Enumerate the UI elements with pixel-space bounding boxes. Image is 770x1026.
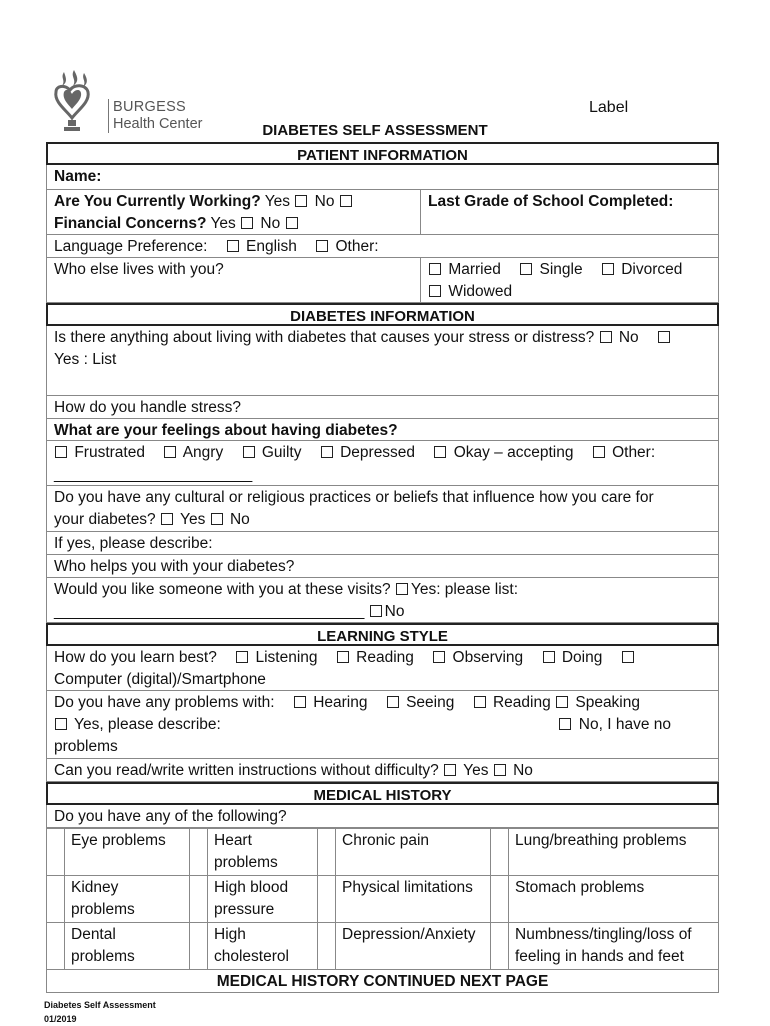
single-checkbox[interactable]	[520, 263, 532, 275]
cultural-yes-checkbox[interactable]	[161, 513, 173, 525]
financial-no-checkbox[interactable]	[286, 217, 298, 229]
read-write-row: Can you read/write written instructions without difficulty? Yes No	[46, 759, 719, 782]
learn-best-row: How do you learn best? Listening Reading Observing Doing Computer (digital)/Smartphone	[46, 646, 719, 691]
medical-checkbox-cell[interactable]	[318, 829, 336, 876]
divorced-checkbox[interactable]	[602, 263, 614, 275]
medical-table-row	[47, 829, 719, 876]
who-helps-field[interactable]: Who helps you with your diabetes?	[46, 555, 719, 578]
computer-checkbox[interactable]	[622, 651, 634, 663]
label-area: Label	[589, 99, 629, 116]
continued-note: MEDICAL HISTORY CONTINUED NEXT PAGE	[46, 970, 719, 993]
companion-no-checkbox[interactable]	[370, 605, 382, 617]
last-grade-field[interactable]: Last Grade of School Completed:	[428, 193, 674, 210]
working-row: Are You Currently Working? Yes No Financial Concerns? Yes No Last Grade of School Completed:	[46, 190, 719, 235]
medical-history-table	[46, 828, 719, 970]
visit-companion-row: Would you like someone with you at these visits? Yes: please list: ____________________________________ No	[46, 578, 719, 623]
medical-condition-label: Heart problems	[208, 829, 318, 876]
name-field[interactable]: Name:	[46, 165, 719, 190]
angry-checkbox[interactable]	[164, 446, 176, 458]
medical-table-row	[47, 876, 719, 923]
read-write-no-checkbox[interactable]	[494, 764, 506, 776]
medical-checkbox-cell[interactable]	[47, 876, 65, 923]
handle-stress-field[interactable]: How do you handle stress?	[46, 396, 719, 419]
medical-checkbox-cell[interactable]	[491, 829, 509, 876]
cultural-row: Do you have any cultural or religious practices or beliefs that influence how you care for your diabetes? Yes No	[46, 486, 719, 532]
medical-condition-label: Dental problems	[65, 923, 190, 970]
section-patient-information: PATIENT INFORMATION	[46, 142, 719, 165]
medical-condition-label: Physical limitations	[336, 876, 491, 923]
okay-checkbox[interactable]	[434, 446, 446, 458]
observing-checkbox[interactable]	[433, 651, 445, 663]
stress-yes-checkbox[interactable]	[658, 331, 670, 343]
lives-with-field[interactable]: Who else lives with you?	[47, 258, 421, 302]
read-write-yes-checkbox[interactable]	[444, 764, 456, 776]
financial-yes-checkbox[interactable]	[241, 217, 253, 229]
medical-condition-label: Lung/breathing problems	[509, 829, 719, 876]
lives-with-row: Who else lives with you? Married Single Divorced Widowed	[46, 258, 719, 303]
medical-checkbox-cell[interactable]	[318, 876, 336, 923]
medical-condition-label: Eye problems	[65, 829, 190, 876]
feelings-question: What are your feelings about having diabetes?	[46, 419, 719, 441]
married-checkbox[interactable]	[429, 263, 441, 275]
widowed-checkbox[interactable]	[429, 285, 441, 297]
section-diabetes-information: DIABETES INFORMATION	[46, 303, 719, 326]
language-row: Language Preference: English Other:	[46, 235, 719, 258]
cultural-no-checkbox[interactable]	[211, 513, 223, 525]
medical-checkbox-cell[interactable]	[190, 876, 208, 923]
stress-row: Is there anything about living with diabetes that causes your stress or distress? No Yes : List	[46, 326, 719, 396]
other-feeling-line[interactable]: _______________________	[54, 466, 253, 483]
frustrated-checkbox[interactable]	[55, 446, 67, 458]
hearing-checkbox[interactable]	[294, 696, 306, 708]
stress-yes-list: Yes : List	[54, 351, 117, 368]
reading-problem-checkbox[interactable]	[474, 696, 486, 708]
companion-list-line[interactable]: ____________________________________	[54, 603, 365, 620]
reading-checkbox[interactable]	[337, 651, 349, 663]
footer	[44, 998, 156, 1026]
medical-condition-label: Numbness/tingling/loss of feeling in hands and feet	[509, 923, 719, 970]
medical-checkbox-cell[interactable]	[47, 923, 65, 970]
medical-checkbox-cell[interactable]	[491, 923, 509, 970]
footer-title: Diabetes Self Assessment	[44, 1000, 156, 1010]
medical-checkbox-cell[interactable]	[190, 829, 208, 876]
no-problems-checkbox[interactable]	[559, 718, 571, 730]
problems-row: Do you have any problems with: Hearing Seeing Reading Speaking Yes, please describe: No, I have no problems	[46, 691, 719, 759]
speaking-checkbox[interactable]	[556, 696, 568, 708]
medical-condition-label: High cholesterol	[208, 923, 318, 970]
guilty-checkbox[interactable]	[243, 446, 255, 458]
assessment-form	[46, 142, 719, 993]
other-feeling-checkbox[interactable]	[593, 446, 605, 458]
medical-checkbox-cell[interactable]	[190, 923, 208, 970]
english-checkbox[interactable]	[227, 240, 239, 252]
medical-condition-label: Chronic pain	[336, 829, 491, 876]
listening-checkbox[interactable]	[236, 651, 248, 663]
medical-checkbox-cell[interactable]	[491, 876, 509, 923]
problems-yes-checkbox[interactable]	[55, 718, 67, 730]
stress-no-checkbox[interactable]	[600, 331, 612, 343]
working-yes-checkbox[interactable]	[295, 195, 307, 207]
depressed-checkbox[interactable]	[321, 446, 333, 458]
feelings-options: Frustrated Angry Guilty Depressed Okay – accepting Other: _______________________	[46, 441, 719, 486]
other-language-checkbox[interactable]	[316, 240, 328, 252]
companion-yes-checkbox[interactable]	[396, 583, 408, 595]
logo-line2: Health Center	[113, 116, 203, 132]
page-title: DIABETES SELF ASSESSMENT	[262, 122, 488, 139]
if-yes-describe-field[interactable]: If yes, please describe:	[46, 532, 719, 555]
medical-checkbox-cell[interactable]	[47, 829, 65, 876]
medical-table-row	[47, 923, 719, 970]
medical-condition-label: Depression/Anxiety	[336, 923, 491, 970]
logo-line1: BURGESS	[113, 99, 187, 115]
medical-condition-label: Stomach problems	[509, 876, 719, 923]
seeing-checkbox[interactable]	[387, 696, 399, 708]
section-learning-style: LEARNING STYLE	[46, 623, 719, 646]
medical-condition-label: Kidney problems	[65, 876, 190, 923]
footer-date: 01/2019	[44, 1014, 77, 1024]
medical-condition-label: High blood pressure	[208, 876, 318, 923]
working-no-checkbox[interactable]	[340, 195, 352, 207]
medical-checkbox-cell[interactable]	[318, 923, 336, 970]
section-medical-history: MEDICAL HISTORY	[46, 782, 719, 805]
doing-checkbox[interactable]	[543, 651, 555, 663]
medical-intro: Do you have any of the following?	[46, 805, 719, 828]
